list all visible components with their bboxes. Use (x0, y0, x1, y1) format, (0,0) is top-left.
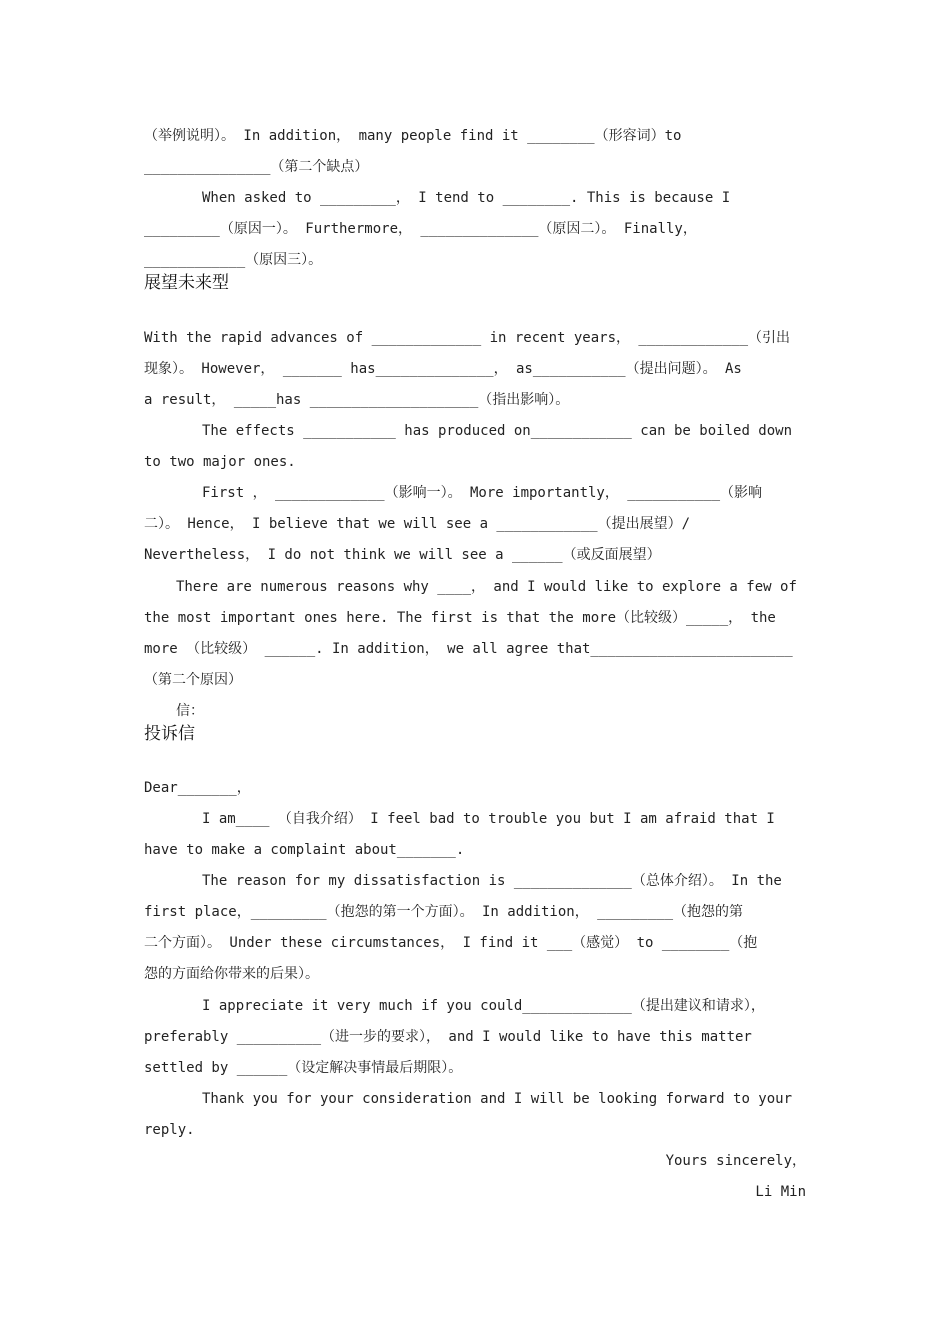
text-line: ____________（原因三）。 (144, 252, 323, 268)
section-heading-complaint: 投诉信 (144, 724, 195, 744)
text-line: more （比较级） ______. In addition， we all agree that________________________ (144, 641, 793, 657)
text-line: 现象）。 However， _______ has______________， as___________（提出问题）。 As (144, 361, 742, 377)
text-line: reply. (144, 1122, 195, 1138)
text-line: 信： (176, 703, 204, 719)
text-line: With the rapid advances of _____________ in recent years， _____________（引出 (144, 330, 791, 346)
section-heading-future: 展望未来型 (144, 273, 229, 293)
text-line: to two major ones. (144, 454, 296, 470)
text-line: （第二个原因） (144, 672, 242, 688)
text-line: settled by ______（设定解决事情最后期限）。 (144, 1060, 463, 1076)
text-line: I am____ （自我介绍） I feel bad to trouble you but I am afraid that I (202, 811, 775, 827)
text-line: a result， _____has ____________________（指出影响）。 (144, 392, 570, 408)
text-line: 二个方面）。 Under these circumstances， I find it ___（感觉） to ________（抱 (144, 935, 758, 951)
text-line: _________（原因一）。 Furthermore， ______________（原因二）。 Finally， (144, 221, 697, 237)
text-line: preferably __________（进一步的要求）， and I would like to have this matter (144, 1029, 752, 1045)
text-line: 怨的方面给你带来的后果）。 (144, 966, 319, 982)
text-line: （举例说明）。 In addition， many people find it ________（形容词）to (144, 128, 682, 144)
text-line: the most important ones here. The first is that the more（比较级）_____， the (144, 610, 776, 626)
text-line: When asked to _________， I tend to ________. This is because I (202, 190, 731, 206)
text-line: I appreciate it very much if you could_____________（提出建议和请求）， (202, 998, 765, 1014)
text-line: First ， _____________（影响一）。 More importantly， ___________（影响 (202, 485, 763, 501)
text-line: first place，_________（抱怨的第一个方面）。 In addition， _________（抱怨的第 (144, 904, 744, 920)
text-line: The reason for my dissatisfaction is ______________（总体介绍）。 In the (202, 873, 782, 889)
text-line: Thank you for your consideration and I will be looking forward to your (202, 1091, 793, 1107)
text-line: have to make a complaint about_______. (144, 842, 465, 858)
letter-signature: Li Min (755, 1184, 806, 1200)
text-line: There are numerous reasons why ____， and I would like to explore a few of (176, 579, 797, 595)
text-line: 二）。 Hence， I believe that we will see a ____________（提出展望）/ (144, 516, 691, 532)
letter-closing: Yours sincerely， (665, 1153, 806, 1169)
text-line: The effects ___________ has produced on____________ can be boiled down (202, 423, 793, 439)
letter-greeting: Dear_______， (144, 780, 251, 796)
text-line: _______________（第二个缺点） (144, 159, 369, 175)
text-line: Nevertheless， I do not think we will see a ______（或反面展望） (144, 547, 661, 563)
